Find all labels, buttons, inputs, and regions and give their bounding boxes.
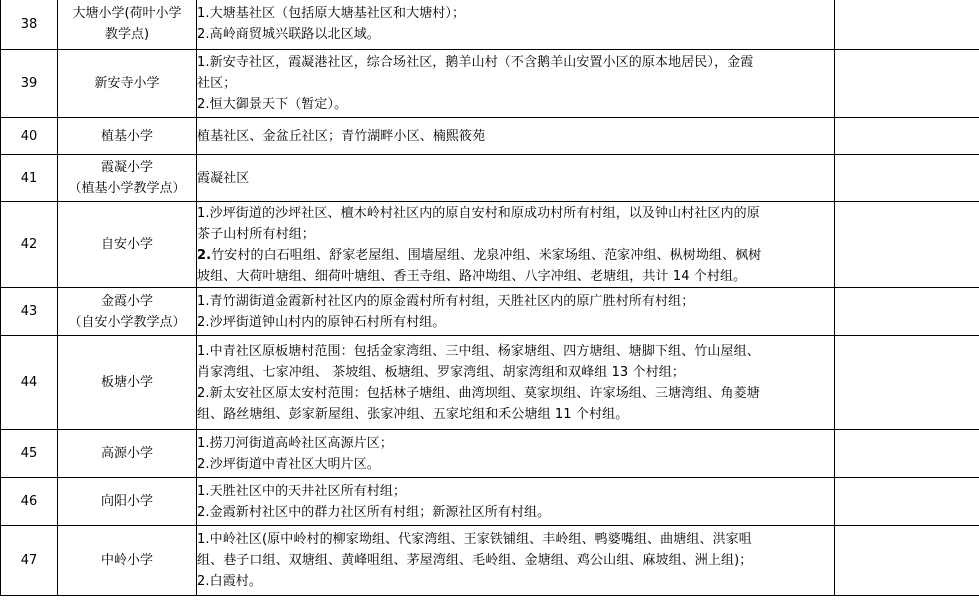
school-name-line: （植基小学教学点） — [68, 181, 186, 196]
area-line: 2.金霞新村社区中的群力社区所有村组；新源社区所有村组。 — [197, 504, 551, 520]
area-line: 霞凝社区 — [197, 170, 250, 186]
school-name-line: 新安寺小学 — [94, 76, 160, 91]
table-row — [1, 155, 979, 202]
school-name — [58, 155, 197, 202]
catchment-area — [197, 430, 835, 478]
school-name — [58, 0, 197, 50]
area-line: 1.沙坪街道的沙坪社区、檀木岭村社区内的原自安村和原成功村所有村组，以及钟山村社区内的原 — [197, 205, 760, 221]
catchment-area — [197, 118, 835, 155]
area-line: 2.新太安社区原太安村范围：包括林子塘组、曲湾坝组、莫家坝组、许家场组、三塘湾组、角菱塘 — [197, 385, 760, 401]
table-row — [1, 478, 979, 526]
table-row — [1, 202, 979, 288]
catchment-area — [197, 336, 835, 430]
area-line: 2.高岭商贸城兴联路以北区域。 — [197, 27, 380, 42]
school-name-line: 植基小学 — [100, 128, 153, 144]
area-line: 1.天胜社区中的天井社区所有村组； — [197, 483, 407, 499]
school-name-line: 霞凝小学 — [100, 160, 153, 175]
school-name — [58, 118, 197, 155]
table-row — [1, 288, 979, 336]
remarks-cell — [835, 478, 979, 526]
area-line: 肖家湾组、七家冲组、 茶坡组、板塘组、罗家湾组、胡家湾组和双峰组 13 个村组； — [197, 364, 685, 380]
area-line: 1.捞刀河街道高岭社区高源片区； — [197, 435, 394, 451]
table-row — [1, 118, 979, 155]
row-number: 43 — [1, 288, 58, 336]
remarks-cell — [835, 336, 979, 430]
area-line: 2.沙坪街道中青社区大明片区。 — [197, 456, 380, 472]
remarks-cell — [835, 118, 979, 155]
school-name — [58, 50, 197, 118]
catchment-area — [197, 155, 835, 202]
area-line: 2.竹安村的白石咀组、舒家老屋组、围墙屋组、龙泉冲组、米家场组、范家冲组、枞树坳组、枫树 — [197, 247, 762, 263]
area-line: 2.沙坪街道钟山村内的原钟石村所有村组。 — [197, 314, 446, 330]
school-name-line: （自安小学教学点） — [68, 314, 186, 330]
table-row — [1, 0, 979, 50]
area-line: 茶子山村所有村组； — [197, 226, 315, 242]
school-name — [58, 202, 197, 288]
remarks-cell — [835, 0, 979, 50]
catchment-area — [197, 526, 835, 596]
area-line: 2.白霞村。 — [197, 574, 263, 589]
catchment-area — [197, 288, 835, 336]
school-name-line: 教学点) — [104, 27, 150, 42]
row-number: 47 — [1, 526, 58, 596]
area-line: 坡组、大荷叶塘组、细荷叶塘组、香王寺组、路冲坳组、八字冲组、老塘组，共计 14 个村组。 — [197, 268, 747, 284]
catchment-area — [197, 478, 835, 526]
school-name — [58, 288, 197, 336]
school-name — [58, 478, 197, 526]
remarks-cell — [835, 202, 979, 288]
area-line: 组、路丝塘组、彭家新屋组、张家冲组、五家坨组和禾公塘组 11 个村组。 — [197, 406, 629, 422]
school-name-line: 自安小学 — [100, 237, 153, 252]
school-name-line: 中岭小学 — [100, 553, 153, 568]
remarks-cell — [835, 288, 979, 336]
table-row — [1, 430, 979, 478]
row-number: 44 — [1, 336, 58, 430]
area-line: 1.中岭社区(原中岭村的柳家坳组、代家湾组、王家铁铺组、丰岭组、鸭婆嘴组、曲塘组、洪家咀 — [197, 532, 752, 547]
catchment-area — [197, 202, 835, 288]
row-number: 39 — [1, 50, 58, 118]
school-name-line: 高源小学 — [100, 446, 153, 461]
table-row — [1, 336, 979, 430]
school-name-line: 板塘小学 — [100, 375, 153, 390]
remarks-cell — [835, 430, 979, 478]
school-name-line: 金霞小学 — [100, 293, 153, 309]
area-line: 1.青竹湖街道金霞新村社区内的原金霞村所有村组，天胜社区内的原广胜村所有村组； — [197, 293, 695, 309]
school-name-line: 大塘小学(荷叶小学 — [72, 6, 182, 21]
area-line: 植基社区、金盆丘社区；青竹湖畔小区、楠熙筱苑 — [197, 128, 486, 144]
school-name — [58, 526, 197, 596]
table-row — [1, 50, 979, 118]
area-line: 社区； — [197, 76, 237, 91]
catchment-area — [197, 0, 835, 50]
remarks-cell — [835, 50, 979, 118]
area-line: 组、巷子口组、双塘组、黄峰咀组、茅屋湾组、毛岭组、金塘组、鸡公山组、麻坡组、洲上组)； — [197, 553, 753, 568]
row-number: 46 — [1, 478, 58, 526]
school-name-line: 向阳小学 — [100, 494, 153, 509]
row-number: 45 — [1, 430, 58, 478]
row-number: 41 — [1, 155, 58, 202]
table-row — [1, 526, 979, 596]
row-number: 40 — [1, 118, 58, 155]
remarks-cell — [835, 155, 979, 202]
row-number: 38 — [1, 0, 58, 50]
area-line: 2.恒大御景天下（暂定）。 — [197, 97, 348, 112]
school-name — [58, 430, 197, 478]
school-name — [58, 336, 197, 430]
row-number: 42 — [1, 202, 58, 288]
catchment-area — [197, 50, 835, 118]
area-line: 1.新安寺社区，霞凝港社区，综合场社区，鹅羊山村（不含鹅羊山安置小区的原本地居民），金霞 — [197, 55, 754, 70]
area-line: 1.大塘基社区（包括原大塘基社区和大塘村）； — [197, 6, 466, 21]
area-line: 1.中青社区原板塘村范围：包括金家湾组、三中组、杨家塘组、四方塘组、塘脚下组、竹山屋组、 — [197, 343, 760, 359]
remarks-cell — [835, 526, 979, 596]
